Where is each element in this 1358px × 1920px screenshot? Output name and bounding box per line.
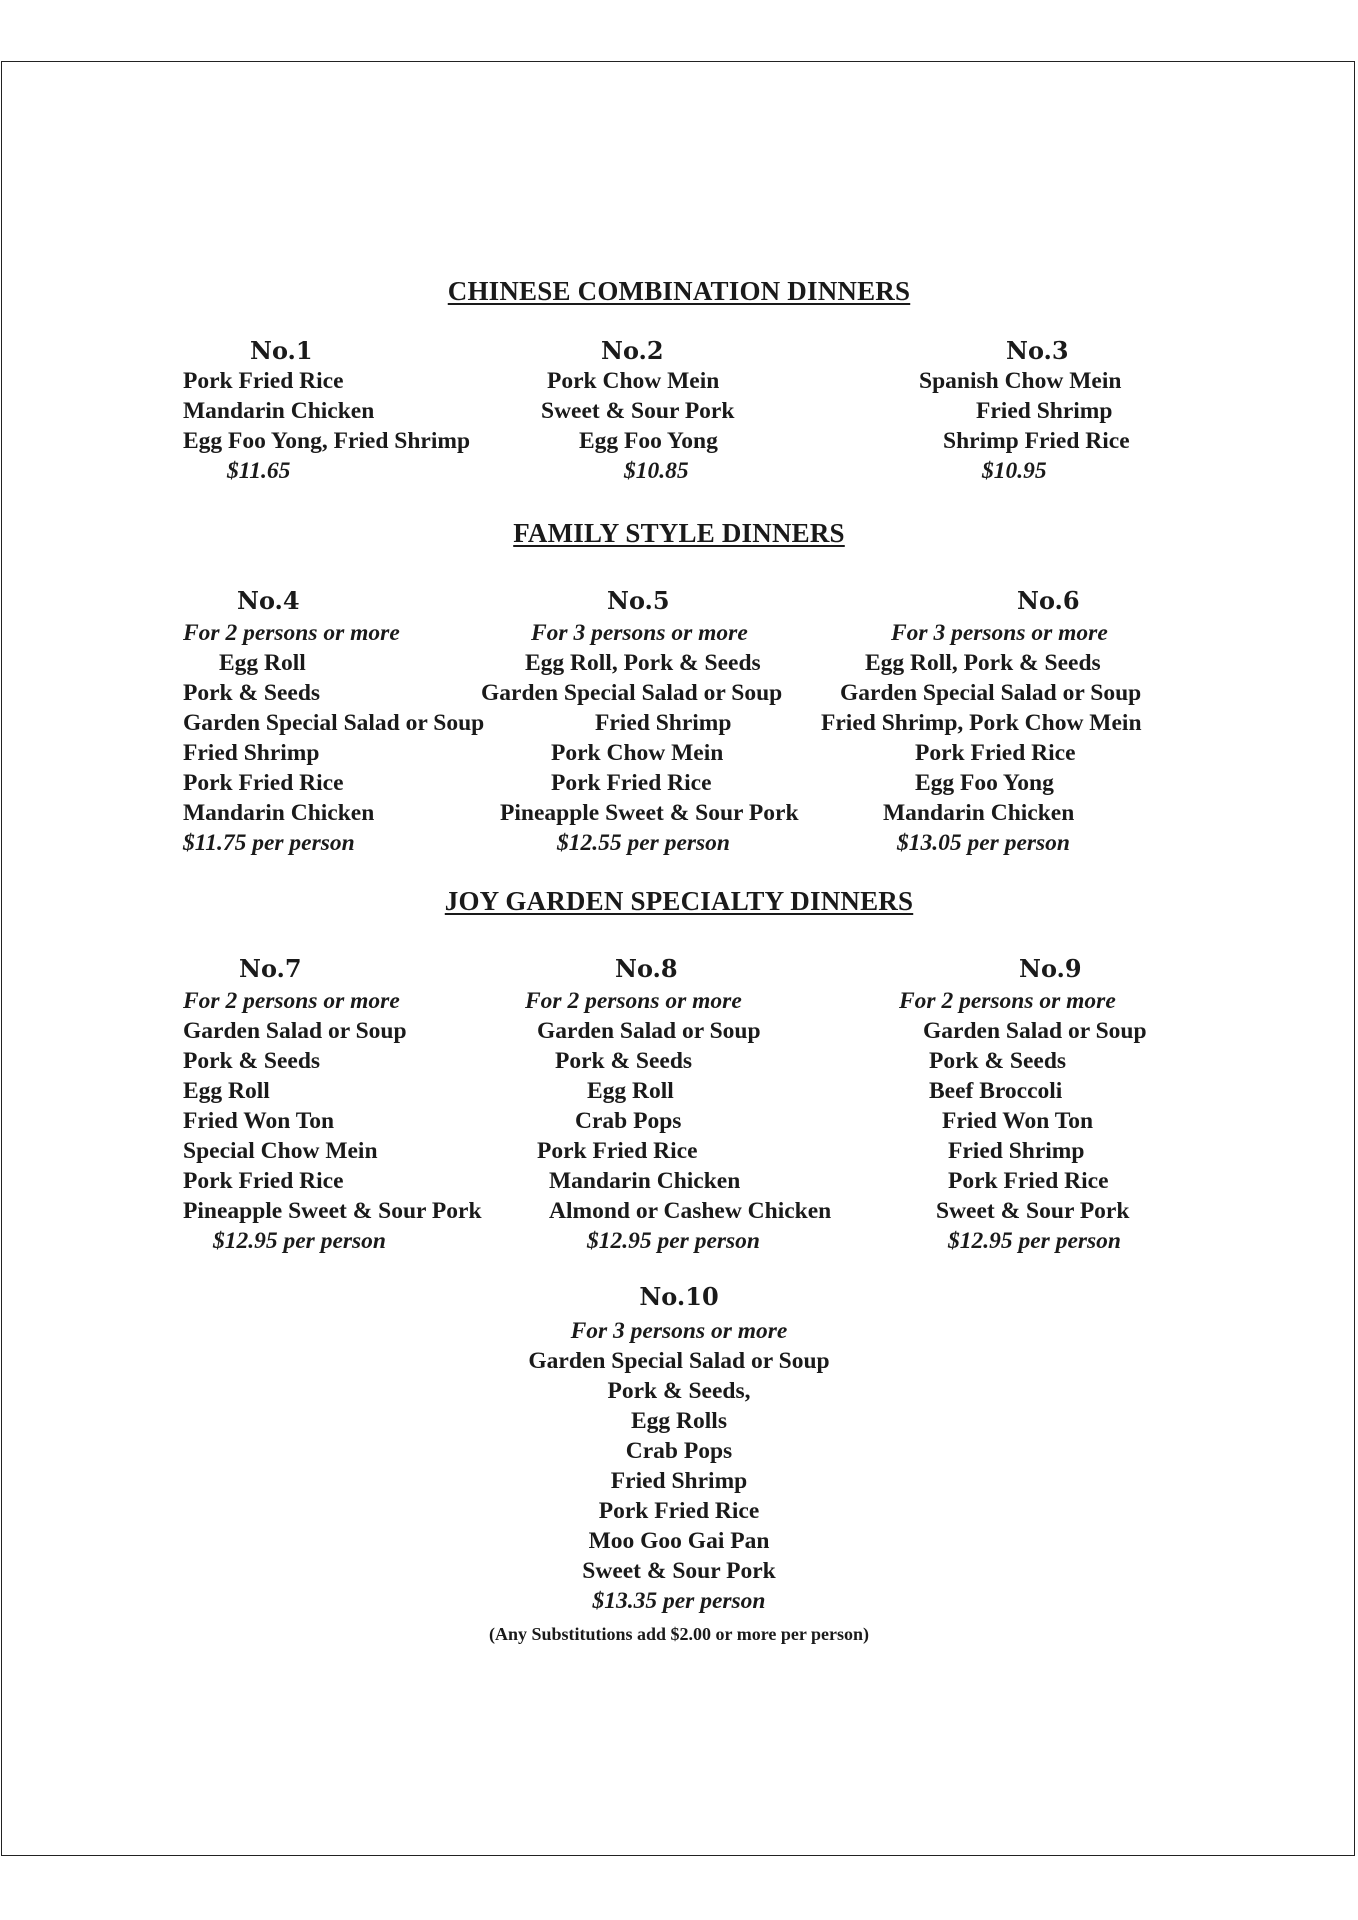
dish-item: Mandarin Chicken — [183, 398, 375, 424]
dish-item: Pineapple Sweet & Sour Pork — [500, 800, 799, 826]
serves-note: For 2 persons or more — [183, 620, 400, 646]
section-title-combination: CHINESE COMBINATION DINNERS — [447, 276, 911, 306]
dish-item: Garden Special Salad or Soup — [528, 1348, 830, 1374]
dinner-price: $13.05 per person — [897, 830, 1070, 856]
serves-note: For 2 persons or more — [525, 988, 742, 1014]
dish-item: Pork & Seeds — [183, 680, 321, 706]
dinner-number: No.1 — [250, 336, 313, 365]
dish-item: Beef Broccoli — [929, 1078, 1063, 1104]
serves-note: For 3 persons or more — [531, 620, 748, 646]
dish-item: Pork & Seeds — [555, 1048, 693, 1074]
dish-item: Pork Fried Rice — [598, 1498, 760, 1524]
serves-note: For 2 persons or more — [183, 988, 400, 1014]
dinner-price: $10.85 — [624, 458, 689, 484]
dinner-price: $10.95 — [982, 458, 1047, 484]
dinner-number: No.5 — [607, 586, 670, 615]
dish-item: Egg Foo Yong, Fried Shrimp — [183, 428, 471, 454]
dinner-price: $12.95 per person — [587, 1228, 760, 1254]
dinner-price: $12.55 per person — [557, 830, 730, 856]
serves-note: For 2 persons or more — [899, 988, 1116, 1014]
dish-item: Fried Shrimp — [948, 1138, 1085, 1164]
dish-item: Moo Goo Gai Pan — [588, 1528, 770, 1554]
dinner-number: No.7 — [239, 954, 302, 983]
dinner-price: $11.65 — [227, 458, 291, 484]
dish-item: Sweet & Sour Pork — [582, 1558, 776, 1584]
dish-item: Mandarin Chicken — [883, 800, 1075, 826]
dish-item: Egg Roll, Pork & Seeds — [865, 650, 1101, 676]
dinner-number: No.3 — [1006, 336, 1069, 365]
dinner-number: No.2 — [601, 336, 664, 365]
dish-item: Egg Foo Yong — [915, 770, 1054, 796]
dish-item: Pork Chow Mein — [551, 740, 724, 766]
dish-item: Fried Won Ton — [942, 1108, 1094, 1134]
dish-item: Pork & Seeds, — [607, 1378, 751, 1404]
dinner-number: No.4 — [237, 586, 300, 615]
dinner-number: No.9 — [1019, 954, 1082, 983]
substitution-note: (Any Substitutions add $2.00 or more per person) — [488, 1624, 870, 1644]
dish-item: Garden Salad or Soup — [537, 1018, 761, 1044]
dish-item: Pork Fried Rice — [551, 770, 712, 796]
dish-item: Egg Rolls — [631, 1408, 727, 1434]
dinner-number: No.10 — [639, 1282, 719, 1311]
dinner-number: No.8 — [615, 954, 678, 983]
dish-item: Pork Fried Rice — [183, 1168, 344, 1194]
dish-item: Fried Won Ton — [183, 1108, 335, 1134]
dish-item: Fried Shrimp — [610, 1468, 748, 1494]
dish-item: Egg Roll — [219, 650, 306, 676]
dish-item: Garden Salad or Soup — [183, 1018, 407, 1044]
dish-item: Egg Roll — [587, 1078, 674, 1104]
dinner-price: $13.35 per person — [592, 1588, 766, 1614]
dish-item: Special Chow Mein — [183, 1138, 378, 1164]
dish-item: Fried Shrimp — [183, 740, 320, 766]
dish-item: Egg Roll — [183, 1078, 270, 1104]
section-title-specialty: JOY GARDEN SPECIALTY DINNERS — [444, 886, 914, 916]
dish-item: Pork Chow Mein — [547, 368, 720, 394]
dish-item: Garden Special Salad or Soup — [840, 680, 1142, 706]
dish-item: Pork Fried Rice — [915, 740, 1076, 766]
dinner-price: $11.75 per person — [183, 830, 355, 856]
dish-item: Egg Roll, Pork & Seeds — [525, 650, 761, 676]
dish-item: Garden Special Salad or Soup — [183, 710, 485, 736]
dish-item: Garden Special Salad or Soup — [481, 680, 783, 706]
dish-item: Mandarin Chicken — [183, 800, 375, 826]
dinner-price: $12.95 per person — [948, 1228, 1121, 1254]
dish-item: Pineapple Sweet & Sour Pork — [183, 1198, 482, 1224]
serves-note: For 3 persons or more — [570, 1318, 788, 1344]
dinner-number: No.6 — [1017, 586, 1080, 615]
dish-item: Fried Shrimp — [595, 710, 732, 736]
dish-item: Pork Fried Rice — [537, 1138, 698, 1164]
dish-item: Almond or Cashew Chicken — [549, 1198, 832, 1224]
dish-item: Crab Pops — [625, 1438, 733, 1464]
dish-item: Shrimp Fried Rice — [943, 428, 1130, 454]
serves-note: For 3 persons or more — [891, 620, 1108, 646]
dish-item: Pork Fried Rice — [948, 1168, 1109, 1194]
dish-item: Egg Foo Yong — [579, 428, 718, 454]
dinner-price: $12.95 per person — [213, 1228, 386, 1254]
dish-item: Pork & Seeds — [929, 1048, 1067, 1074]
dish-item: Garden Salad or Soup — [923, 1018, 1147, 1044]
dish-item: Sweet & Sour Pork — [936, 1198, 1130, 1224]
dish-item: Pork & Seeds — [183, 1048, 321, 1074]
dish-item: Crab Pops — [575, 1108, 682, 1134]
dish-item: Pork Fried Rice — [183, 368, 344, 394]
dish-item: Sweet & Sour Pork — [541, 398, 735, 424]
dish-item: Fried Shrimp, Pork Chow Mein — [821, 710, 1142, 736]
dish-item: Pork Fried Rice — [183, 770, 344, 796]
dish-item: Fried Shrimp — [976, 398, 1113, 424]
dish-item: Spanish Chow Mein — [919, 368, 1122, 394]
section-title-family-style: FAMILY STYLE DINNERS — [513, 518, 845, 548]
dish-item: Mandarin Chicken — [549, 1168, 741, 1194]
